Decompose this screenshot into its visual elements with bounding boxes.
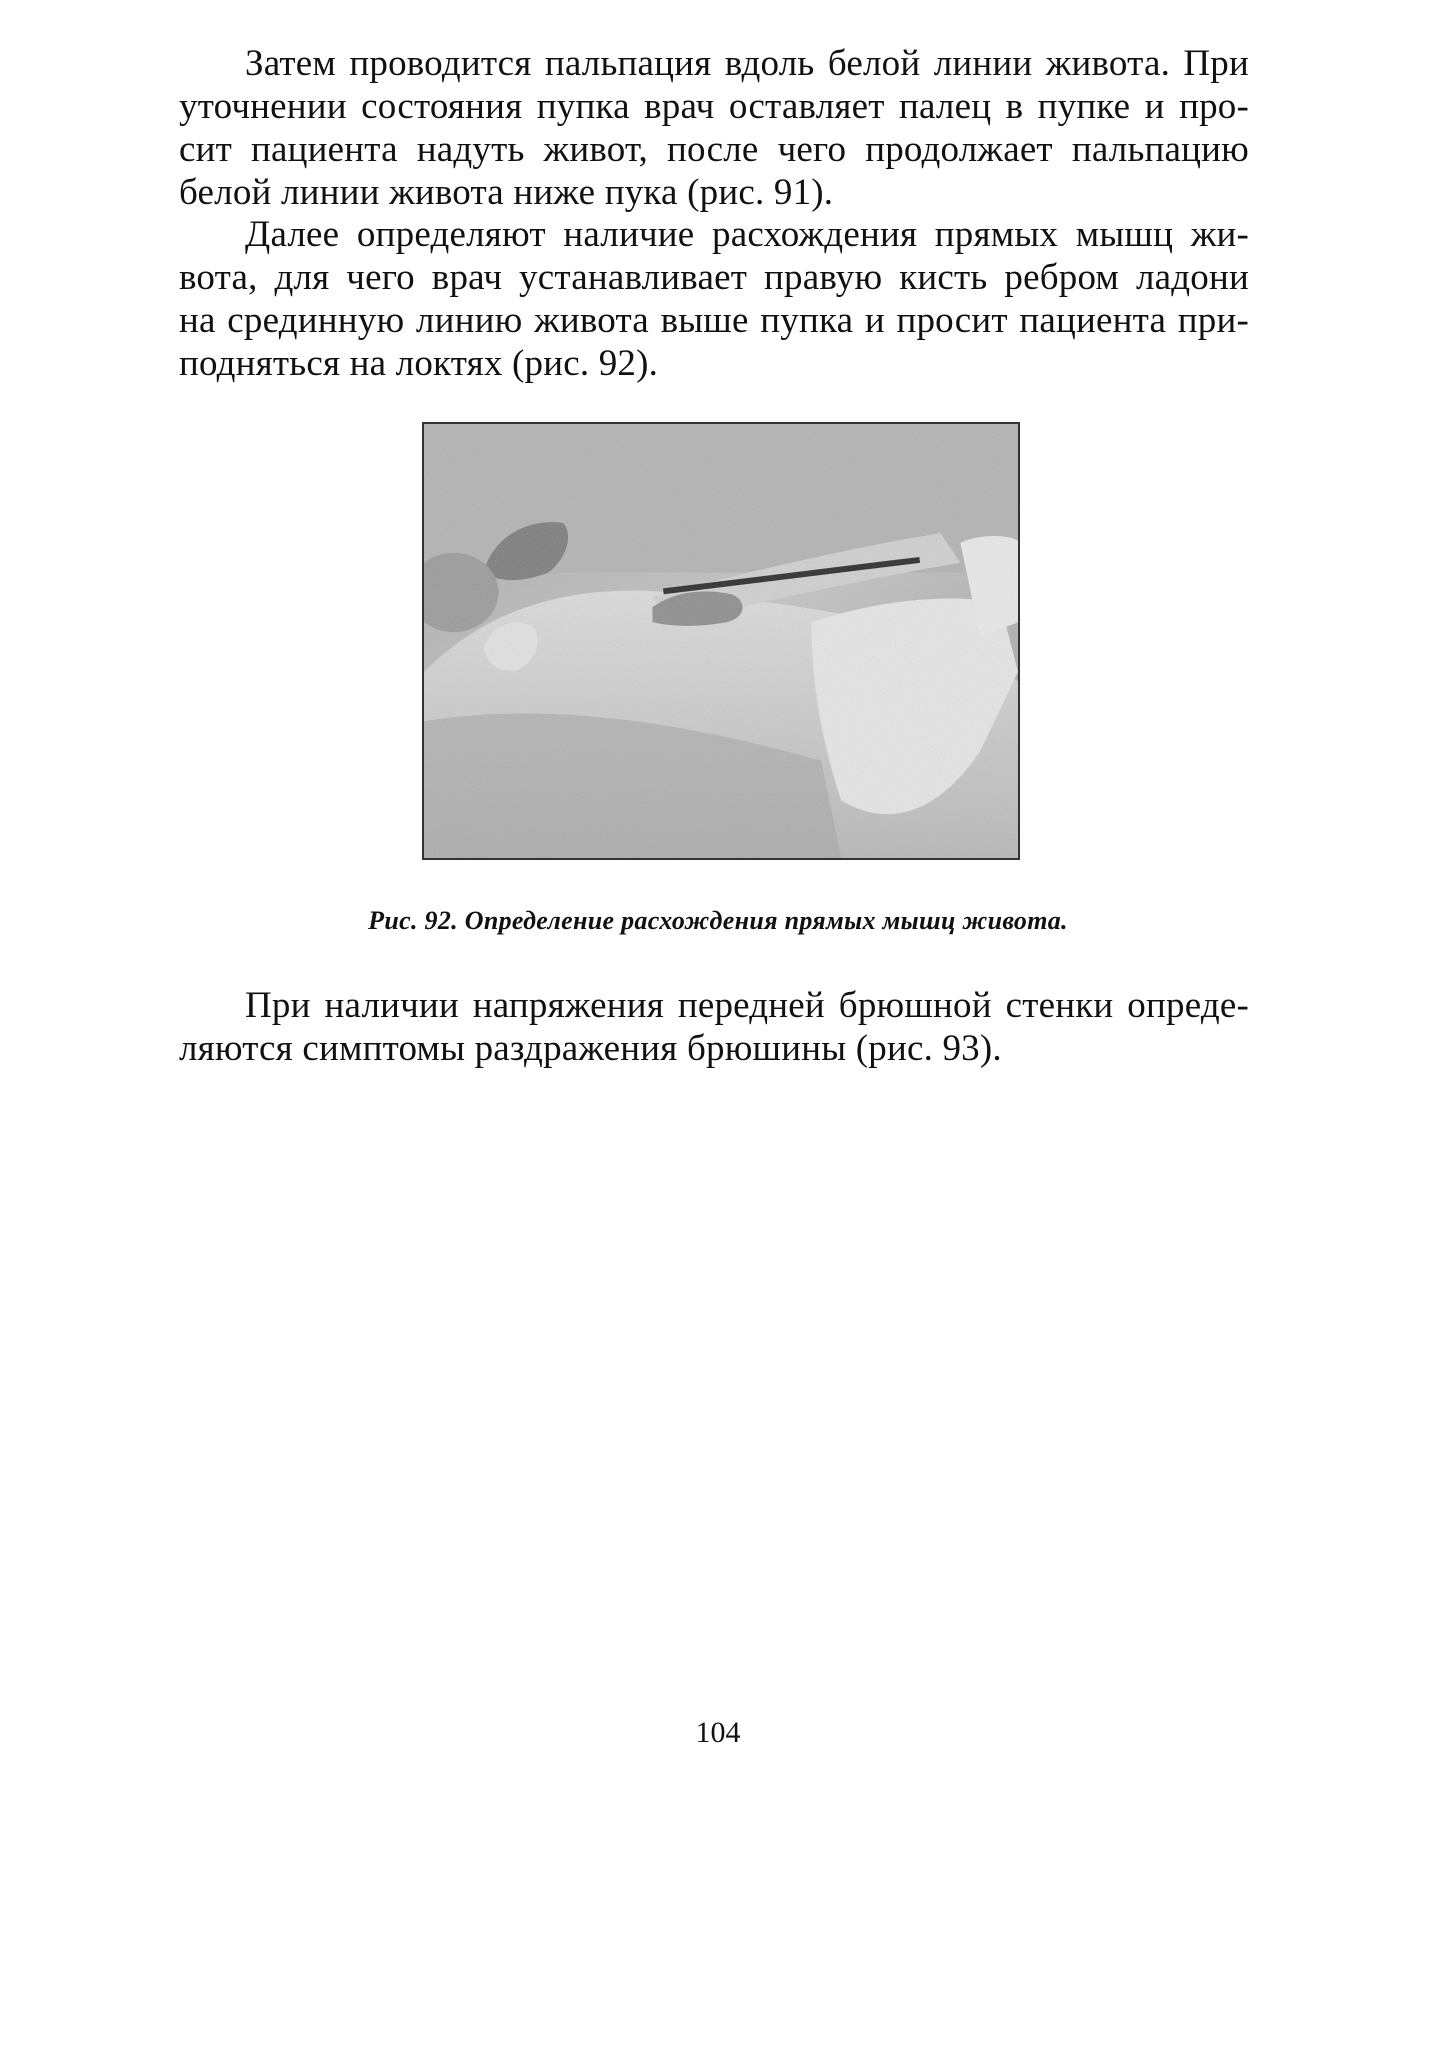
paragraph-diastasis: [179, 213, 1249, 385]
photo-abdominal-palpation: [424, 424, 1018, 858]
text-line: белой линии живота ниже пука (рис. 91).: [179, 172, 834, 213]
text-line: на срединную линию живота выше пупка и просит пациента при-: [179, 300, 1249, 341]
text-line: ляются симптомы раздражения брюшины (рис. 93).: [179, 1028, 1002, 1069]
paragraph-palpation: [179, 42, 1249, 214]
text-line: вота, для чего врач устанавливает правую кисть ребром ладони: [179, 257, 1249, 298]
page-number: 104: [695, 1716, 741, 1749]
text-line: Далее определяют наличие расхождения прямых мышц жи-: [245, 214, 1249, 255]
text-line: сит пациента надуть живот, после чего продолжает пальпацию: [179, 129, 1249, 170]
text-line: При наличии напряжения передней брюшной стенки опреде-: [245, 985, 1249, 1026]
text-line: подняться на локтях (рис. 92).: [179, 343, 659, 384]
text-line: Затем проводится пальпация вдоль белой линии живота. При: [245, 43, 1249, 84]
figure-caption: Рис. 92. Определение расхождения прямых мышц живота.: [368, 906, 1068, 935]
paragraph-peritoneal: [179, 984, 1249, 1070]
text-line: уточнении состояния пупка врач оставляет палец в пупке и про-: [179, 86, 1249, 127]
figure-photo: [422, 422, 1020, 860]
